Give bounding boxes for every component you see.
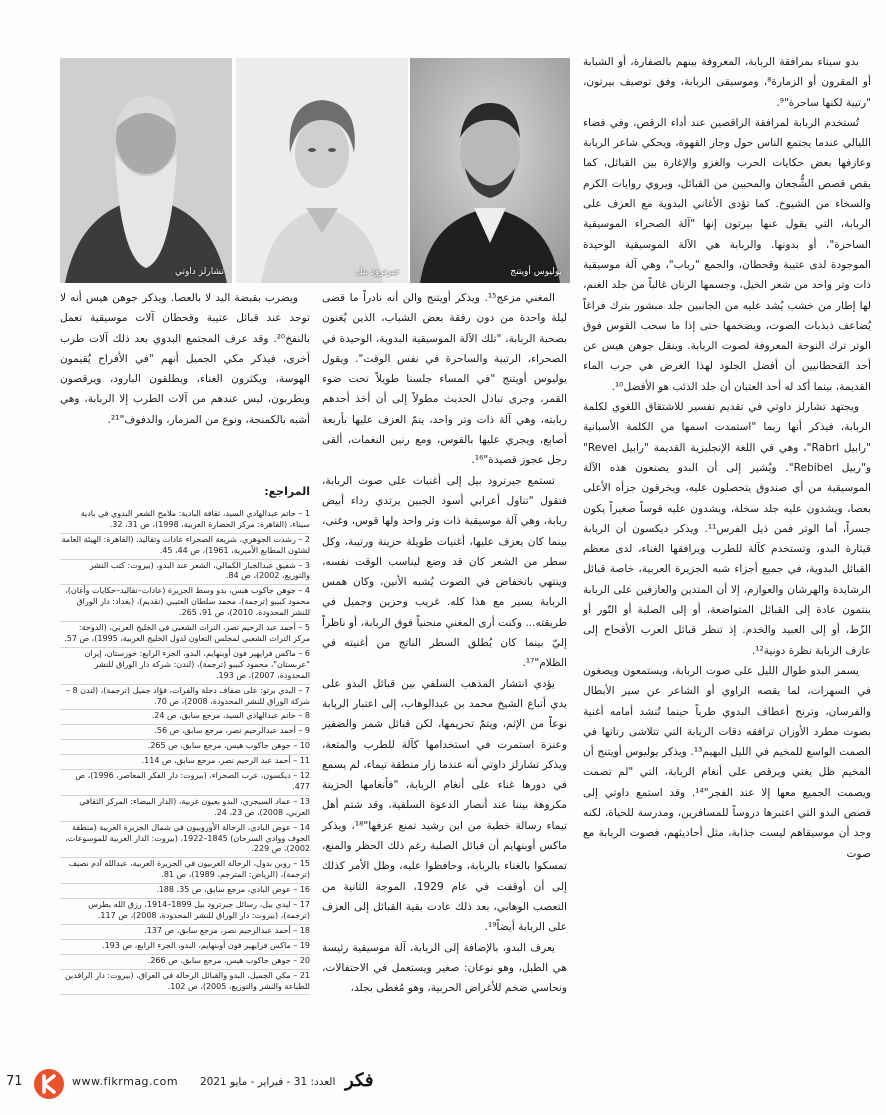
- paragraph: يؤدي انتشار المذهب السلفي بين قبائل البدو على يدي أتباع الشيخ محمد بن عبدالوهاب، إلى اعتبار الربابة نوعاً من الإثم، ويتمّ تحريمها، لكن قبائل شمر والضفير وعنزة استمرت في استخدامها كآلة للطرب والمتعة، ويذكر تشارلز داوتي أنه عندما زار منطقة تيماء، لم يسمع في دورها غناء على أنغام الربابة، "فأنغامها الحزينة مكروهة بيننا عند أنصار الدعوة السلفية، وقد شتم أهل تيماء رسالة خطية من ابن رشيد تمنع عزفها"¹⁸، ويذكر ماكس أوبنهايم أن قبائل الصلبة رغم ذلك الحظر والمنع، تمسكوا بالغناء بالربابة، وحافظوا عليه، وظل الأمر كذلك إلى أن أوقفت في عام 1929، الموجة الثانية من التعصب الوهابي، بعد ذلك عادت بقية القبائل إلى العزف على الربابة أيضاً¹⁹.: [322, 677, 567, 934]
- photo-doughty: [60, 58, 232, 283]
- reference-item: 7 – البدي برتو: على ضفاف دجلة والفرات، فؤاد جميل (ترجمة)، (لندن 8 – شركة الوراق للنشر المحدودة، 2008)، ص 70.: [60, 685, 310, 711]
- article-column-right: [583, 52, 871, 864]
- reference-item: 9 – أحمد عبدالرحيم نصر، مرجع سابق، ص 56.: [60, 725, 310, 740]
- paragraph: المغني مزعج¹⁵. ويذكر أويتنج والن أنه نادراً ما قضى ليلة واحدة من دون رفقة بعض الشباب، الذين يُغنون بصحبة الربابة، "تلك الآلة الموسيقية البدوية، الوحيدة في الصحراء، الرتيبة والساحرة في نفس الوقت". ويقول يوليوس أويتنج "في المساء جلسنا طويلاً تحت ضوء القمر، وجرى تبادل الحديث مطولاً إلى أن أخذ أحدهم ربابته، وهي آلة ذات وتر واحد، يتمّ العزف عليها بأربعة أصابع، ويجري عليها بالقوس، ومع رنين النغمات، ألقى رجل عجوز قصيدة"¹⁶.: [322, 292, 567, 467]
- page-number: 71: [6, 1074, 23, 1089]
- reference-item: 13 – عماد السيجري، البدو بعيون غربية، (الدار البيضاء: المركز الثقافي العربي، 2008)، ص 23، 24.: [60, 796, 310, 822]
- paragraph: ويضرب بقبضة اليد لا بالعصا. ويذكر جوهن هيس أنه لا توجد عند قبائل عتيبة وقحطان آلات موسيقية تعمل بالنفخ²⁰. وقد عرف المجتمع البدوي بعد ذلك آلات طرب أخرى، فيذكر مكي الجميل أنهم "في الأفراح يُقيمون الهوسة، ويكثرون الغناء، ويطلقون البارود، ويرقصون ويطربون، ليس عندهم من آلات الطرب إلا الربابة، وهي أشبه بالكمنجة، ونوع من المزمار، والدفوف"²¹.: [60, 292, 310, 426]
- reference-item: 3 – شفيق عبدالجبار الكمالي، الشعر عند البدو، (بيروت: كتب النشر والتوزيع، 2002)، ص 84.: [60, 560, 310, 586]
- reference-item: 4 – جوهن جاكوب هيس، بدو وسط الجزيرة (عادات–تقاليد–حكايات وأغان)، محمود كبيبو (ترجمة)، محمد سلطان العتيبي (تقديم)، (بغداد: دار الوراق للنشر المحدودة، 2010)، ص 91، 265.: [60, 585, 310, 622]
- paragraph: تُستخدم الربابة لمرافقة الراقصين عند أداء الرقص، وفي فضاء الليالي عندما يجتمع الناس حول وجار القهوة، ويحكي شاعر الربابة وعازفها بعض حكايات الحرب والغزو والإغارة بين القبائل، كما يقص قصص الشُّجعان والمحبين من القبائل، ويروي روايات الكرم والسخاء من الشيوخ. كما تؤدى الأغاني البدوية مع العزف على الربابة، التي يقول عنها بيرتون إنها "آلة الصحراء الموسيقية الساحرة"، أو بدونها. والربابة هي الآلة الموسيقية الوحيدة الموجودة لدى عتيبة وقحطان، والجمع "رباب"، وهي آلة موسيقية ذات وتر واحد من شعر الخيل، وجسمها الرنان غالباً من جلد الغنم، لها إطار من خشب يُشد عليه من الجانبين جلد مبشور بترك فراغاً يُضاعف ذبذبات الصوت، ويضخمها حتى إذا ما سحب القوس فوق الوتر ترك النوحة المعروفة لصوت الربابة. وينقل جوهن هيس عن أحد القحطانيين أن أفضل الجلود لهذا الغرض هي جرب الماء القديمة، بينما أكد له أحد العتبان أن جلد الذئب هو الأفضل¹⁰.: [583, 116, 871, 393]
- reference-item: 12 – ديكسون، عرب الصحراء، (بيروت: دار الفكر المعاصر، 1996)، ص 477.: [60, 770, 310, 796]
- reference-item: 16 – عوض البادي، مرجع سابق، ص 35، 188.: [60, 884, 310, 899]
- reference-item: 19 – ماكس فرايهير فون أوبنهايم، البدو، الجزء الرابع، ص 193.: [60, 940, 310, 955]
- paragraph: يسمر البدو طوال الليل على صوت الربابة، ويستمعون ويصغون في السهرات، لما يقصه الراوي أو الشاعر عن سير الأبطال والفرسان، وترنح أعطاف البدوي طرباً حينما تُنشد أمامه أغنية بصوت مطرد الأوزان ترافقه دقات الربابة التي تتلاشى رناتها في الصمت الواسع للمخيم في الليل البهيم¹³. ويذكر يوليوس أويتنج أن المخيم ظل يغني ويرقص على أنغام الربابة، التي "لم تصمت ويصمت الجميع معها إلا عند الفجر"¹⁴. وقد استمع داوتي إلى قصص البدو التي اعتبرها دروساً للمسافرين، ومدرسة للحياة، لكنه وجد أن موسيقاهم ليست جذابة، مثل أحاديثهم، فصوت الربابة مع صوت: [583, 664, 871, 860]
- paragraph: ويجتهد تشارلز داوتي في تقديم تفسير للاشتقاق اللغوي لكلمة الربابة، فيذكر أنها ربما "استمدت اسمها من الكلمة الأسبانية "رابيل Rabrl"، وهي في اللغة الإنجليزية القديمة "رابيل Revel" و"ربيل Rebibel". ويُشير إلى أن البدو يصنعون هذه الآلة الموسيقية من أي صندوق يتحصلون عليه، ويخرقون جزأه الأعلى بعصا، ويشدون عليه جلد سخلة، ويشدون عليه قوساً صغيراً يكون جسراً، أما الوتر فمن ذيل الفرس¹¹. ويذكر ديكسون أن الربابة قيثارة البدو، وتستخدم كآلة للطرب ويرافقها الغناء، لدى معظم القبائل البدوية، في جميع أجزاء شبه الجزيرة العربية، خاصة قبائل الرشايدة والهرشان والعوازم، إلا أن المتدين والعازفين على الربابة ينتمون عادة إلى القبائل المتواضعة، أو إلى الصلبة أو التّور أو الزّط، أو إلى العبيد والخدم. إذ تنظر قبائل العرب الأقحاح إلى عازف الربابة نظرة دونية¹².: [583, 401, 872, 657]
- references-title: المراجع:: [264, 485, 310, 498]
- reference-item: 14 – عوض البادي، الرحالة الأوروبيون في شمال الجزيرة العربية (منطقة الجوف ووادي السرحان) 1845–1922، (بيروت: الدار العربية للموسوعات، 2002)، ص 229.: [60, 822, 310, 859]
- paragraph: تستمع جيرترود بيل إلى أغنيات على صوت الربابة، فتقول "تناول أعرابي أسود الجبين يرتدي رداء أبيض ربابة، وهي آلة موسيقية ذات وتر واحد ولها قوس، وغنى، بينما كان يعزف عليها، أغنيات طويلة حزينة ورتيبة، وكل سطر من الشعر كان قد وضع ليناسب الوقت نفسه، وينتهي بانخفاض في الصوت يُشبه الأنين، وكان همس الربابة يسير مع هذا كله. غريب وحزين وجميل في طريقته... وكنت أرى المغني منحنياً فوق الربابة، أو ناظراً إليّ بينما كان يُطلق السطر الناتج من أغنيته في الظلام"¹⁷.: [322, 474, 567, 670]
- fikr-logo-icon: [33, 1068, 65, 1100]
- reference-item: 11 – أحمد عبد الرحيم نصر، مرجع سابق، ص 114.: [60, 755, 310, 770]
- photo-caption: يوليوس أويتنج: [510, 267, 562, 277]
- reference-item: 18 – أحمد عبدالرحيم نصر، مرجع سابق، ص 137.: [60, 925, 310, 940]
- reference-item: 5 – أحمد عبد الرحيم نصر، التراث الشعبي في الخليج العربي، (الدوحة: مركز التراث الشعبي لمجلس التعاون لدول الخليج العربية، 1995)، ص 57.: [60, 622, 310, 648]
- website-link[interactable]: www.fikrmag.com: [72, 1075, 179, 1088]
- portrait-image: [410, 58, 570, 283]
- magazine-logo: فكر: [345, 1070, 374, 1091]
- reference-item: 8 – حاتم عبدالهادي السيد، مرجع سابق، ص 24.: [60, 710, 310, 725]
- photo-caption: جيرترود بيل: [356, 267, 400, 277]
- portrait-image: [60, 58, 232, 283]
- reference-item: 6 – ماكس فرايهير فون أوبنهايم، البدو، الجزء الرابع: خوزستان، إيران "عربستان"، محمود كبيبو (ترجمة)، (لندن: شركة دار الوراق للنشر المحدودة، 2007)، ص 193.: [60, 648, 310, 685]
- reference-item: 2 – رشدت الجوهري، شريعة الصحراء عادات وتقاليد، (القاهرة: الهيئة العامة لشئون المطابع الأميرية، 1961)، ص 44، 45.: [60, 534, 310, 560]
- article-column-middle: [322, 288, 567, 998]
- photo-bell: [236, 58, 408, 283]
- reference-item: 21 – مكي الجميل، البدو والقبائل الرحالة في العراق، (بيروت: دار الرافدين للطباعة والنشر والتوزيع، 2005)، ص 102.: [60, 970, 310, 996]
- photo-oetting: [410, 58, 570, 283]
- article-column-left: [60, 288, 310, 430]
- reference-item: 20 – جوهن جاكوب هيس، مرجع سابق، ص 266.: [60, 955, 310, 970]
- reference-item: 10 – جوهن جاكوب هيس، مرجع سابق، ص 265.: [60, 740, 310, 755]
- reference-item: 1 – حاتم عبدالهادي السيد، ثقافة البادية: ملامح الشعر البدوي في بادية سيناء، (القاهرة: مركز الحضارة العربية، 1998)، ص 31، 32.: [60, 508, 310, 534]
- paragraph: بدو سيناء بمرافقة الربابة، المعروفة بينهم بالصفارة، أو الشبابة أو المقرون أو الزمارة⁸، وموسيقى الربابة، وفق توصيف بيرتون، "رتيبة لكنها ساحرة"⁹.: [583, 56, 871, 109]
- page-footer: [0, 1068, 886, 1108]
- reference-item: 17 – ليدي بيل، رسائل جيرترود بيل 1899–1914، رزق الله بطرس (ترجمة)، (بيروت: دار الوراق للنشر المحدودة، 2008)، ص 117.: [60, 899, 310, 925]
- references-list: [60, 508, 310, 996]
- reference-item: 15 – روبن بدول، الرحالة الغربيون في الجزيرة العربية، عبدالله آدم نصيف (ترجمة)، (الرياض: المترجم، 1989)، ص 81.: [60, 858, 310, 884]
- portrait-image: [236, 58, 408, 283]
- references-section: [60, 487, 310, 995]
- issue-info: العدد: 31 - فبراير - مايو 2021: [200, 1076, 336, 1088]
- photo-caption: تشارلز داوتي: [174, 267, 224, 277]
- paragraph: يعرف البدو، بالإضافة إلى الربابة، آلة موسيقية رئيسة هي الطبل، وهو نوعان: صغير ويستعمل في الاحتفالات، ونحاسي ضخم للأغراض الحربية، وهو مُغطى بجلد،: [322, 941, 567, 995]
